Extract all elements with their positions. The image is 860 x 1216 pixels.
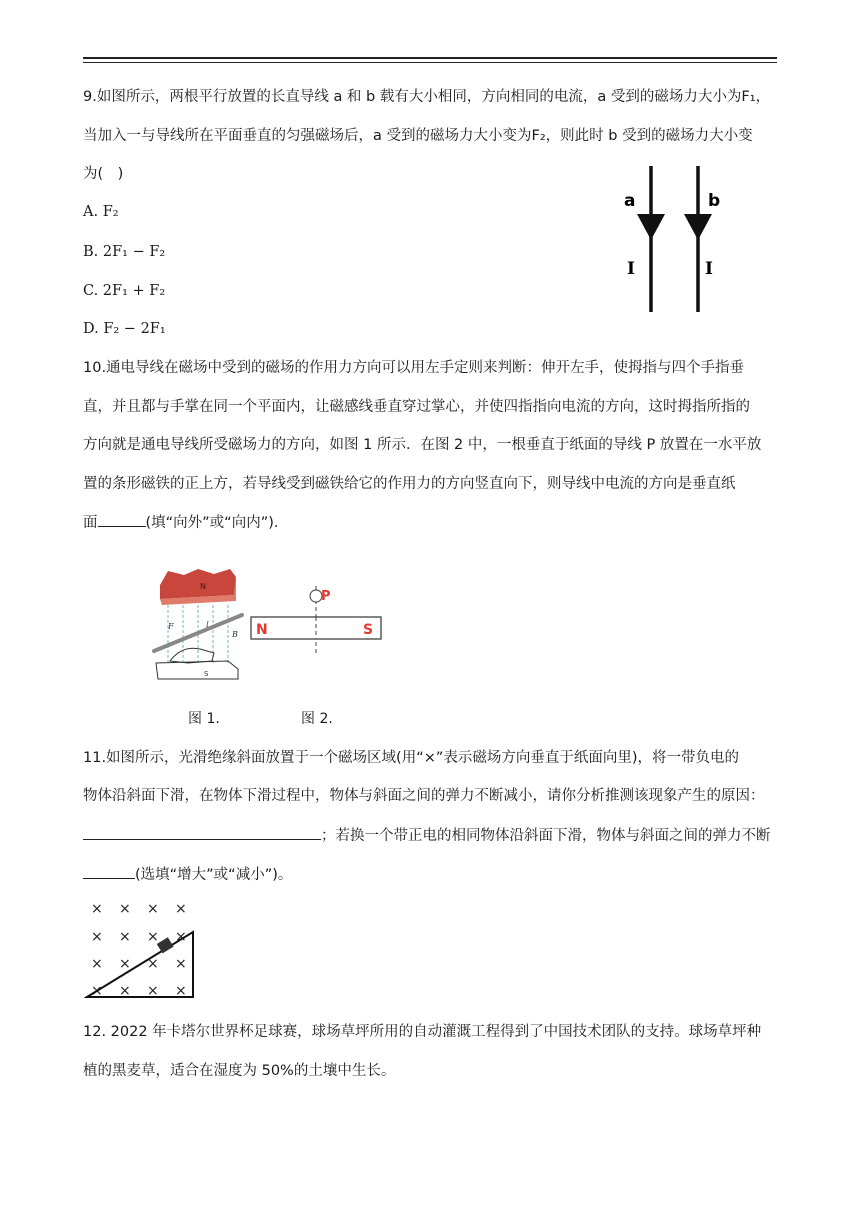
q9-wires-figure xyxy=(610,162,740,314)
q12-line-2: 植的黑麦草，适合在湿度为 50%的土壤中生长。 xyxy=(83,1063,396,1079)
q9-line-2: 当加入一与导线所在平面垂直的匀强磁场后，a 受到的磁场力大小变为F₂，则此时 b 受到的磁场力大小变 xyxy=(83,128,753,144)
fig1-i-label: I xyxy=(206,621,209,629)
svg-text:×: × xyxy=(119,901,131,917)
svg-text:×: × xyxy=(175,929,187,945)
magnetic-field-crosses xyxy=(91,901,187,999)
magnet-bottom xyxy=(156,661,238,679)
q9-option-c[interactable]: C. 2F₁ + F₂ xyxy=(83,283,166,299)
q11-line-2: 物体沿斜面下滑，在物体下滑过程中，物体与斜面之间的弹力不断减小，请你分析推测该现象产生的原因： xyxy=(83,788,765,804)
svg-text:×: × xyxy=(119,983,131,999)
q10-line-5-start: 面 xyxy=(83,515,98,531)
q12-line-1: 12. 2022 年卡塔尔世界杯足球赛，球场草坪所用的自动灌溉工程得到了中国技术团队的支持。球场草坪种 xyxy=(83,1024,762,1040)
q9-option-b[interactable]: B. 2F₁ − F₂ xyxy=(83,244,166,260)
fig2-s-label: S xyxy=(363,622,374,638)
q9-option-a[interactable]: A. F₂ xyxy=(83,204,119,220)
charged-block xyxy=(157,937,174,953)
q10-line-1: 10.通电导线在磁场中受到的磁场的作用力方向可以用左手定则来判断：伸开左手，使拇指与四个手指垂 xyxy=(83,360,745,376)
q10-line-3: 方向就是通电导线所受磁场力的方向，如图 1 所示．在图 2 中，一根垂直于纸面的导线 P 放置在一水平放 xyxy=(83,437,762,453)
figure-1-caption: 图 1. xyxy=(188,711,220,727)
svg-text:×: × xyxy=(175,956,187,972)
fig2-n-label: N xyxy=(256,622,268,638)
q10-line-5-end: (填“向外”或“向内”)． xyxy=(145,515,289,531)
svg-text:×: × xyxy=(147,956,159,972)
figure-2-caption: 图 2. xyxy=(301,711,333,727)
svg-text:×: × xyxy=(119,956,131,972)
q10-line-4: 置的条形磁铁的正上方，若导线受到磁铁给它的作用力的方向竖直向下，则导线中电流的方向是垂直纸 xyxy=(83,476,736,492)
svg-text:×: × xyxy=(175,983,187,999)
svg-text:×: × xyxy=(119,929,131,945)
wire-b-arrow xyxy=(684,214,712,240)
q11-line-4 xyxy=(83,864,292,885)
wire-a-arrow xyxy=(637,214,665,240)
fig2-p-label: P xyxy=(321,589,331,604)
q11-answer-blank[interactable] xyxy=(83,864,135,879)
header-rule-thick xyxy=(83,57,777,59)
svg-text:×: × xyxy=(175,901,187,917)
svg-text:×: × xyxy=(91,983,103,999)
fig1-b-label: B xyxy=(232,630,238,639)
svg-text:×: × xyxy=(91,956,103,972)
q10-answer-blank[interactable] xyxy=(98,512,146,527)
svg-text:×: × xyxy=(147,983,159,999)
header-rule-thin xyxy=(83,62,777,63)
magnet-top xyxy=(160,569,236,599)
wire-b-current-label: I xyxy=(705,259,713,279)
fig1-s-label: S xyxy=(204,670,209,678)
wire-a-current-label: I xyxy=(627,259,635,279)
q9-line-1: 9.如图所示，两根平行放置的长直导线 a 和 b 载有大小相同，方向相同的电流，a 受到的磁场力大小为F₁， xyxy=(83,89,771,105)
q9-option-d[interactable]: D. F₂ − 2F₁ xyxy=(83,321,166,337)
q10-line-5 xyxy=(83,512,288,533)
wire-b-label: b xyxy=(708,191,721,211)
q9-line-3: 为( ) xyxy=(83,166,124,182)
q11-line-4-text: (选填“增大”或“减小”)。 xyxy=(135,867,293,883)
left-hand xyxy=(170,648,214,663)
q11-line-3-text: ；若换一个带正电的相同物体沿斜面下滑，物体与斜面之间的弹力不断 xyxy=(321,828,771,844)
svg-text:×: × xyxy=(91,901,103,917)
wire-a-label: a xyxy=(624,191,636,211)
fig1-n-label: N xyxy=(200,582,206,591)
fig1-f-label: F xyxy=(168,622,174,631)
q10-line-2: 直，并且都与手掌在同一个平面内，让磁感线垂直穿过掌心，并使四指指向电流的方向，这时拇指所指的 xyxy=(83,399,750,415)
q10-figure-2 xyxy=(246,586,386,656)
q10-figure-1 xyxy=(148,565,248,681)
q11-line-3 xyxy=(83,825,771,846)
svg-text:×: × xyxy=(147,929,159,945)
svg-text:×: × xyxy=(147,901,159,917)
q11-incline-figure xyxy=(84,896,202,1000)
q11-reason-blank[interactable] xyxy=(83,825,321,840)
q11-line-1: 11.如图所示，光滑绝缘斜面放置于一个磁场区域(用“×”表示磁场方向垂直于纸面向里)，将一带负电的 xyxy=(83,750,740,766)
svg-text:×: × xyxy=(91,929,103,945)
